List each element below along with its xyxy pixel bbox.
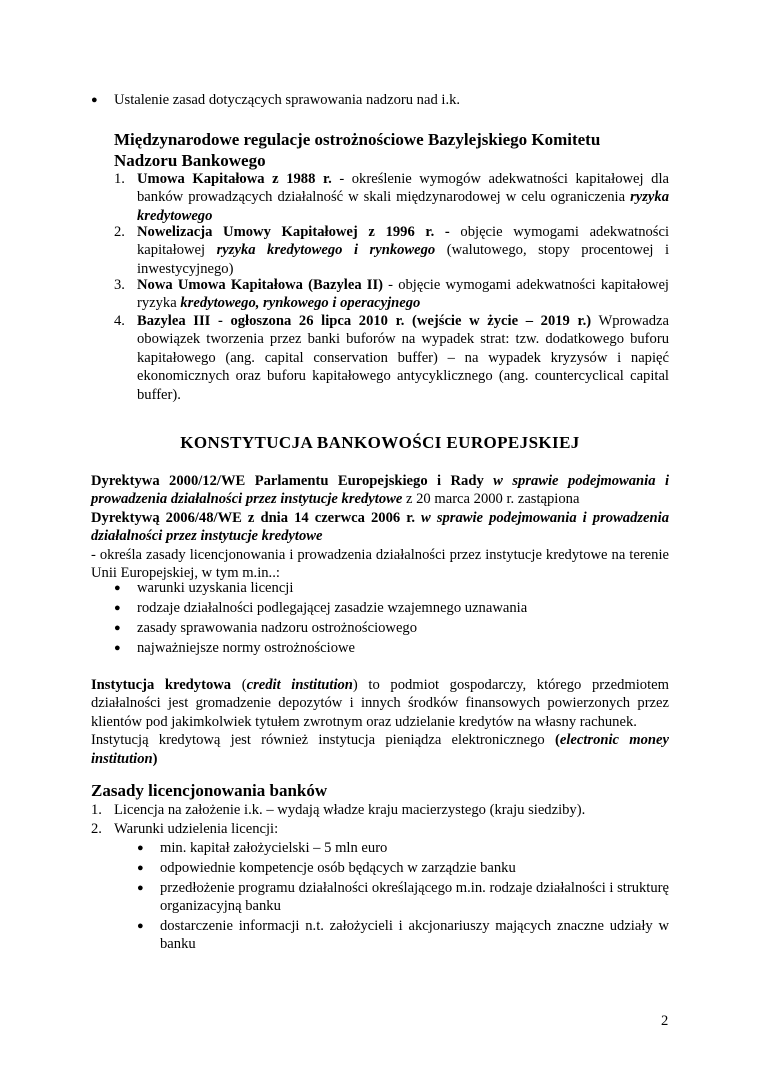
licensing-condition: min. kapitał założycielski – 5 mln euro: [160, 840, 388, 856]
basel-item-2: [137, 223, 669, 278]
credit-institution-definition: Instytucja kredytowa (credit institution) to podmiot gospodarczy, którego przedmiotem działalności jest gromadzenie depozytów i innych środków finansowych powierzonych przez klientów pod jakimkolwiek tytułem zwrotnym oraz udzielanie kredytów na własny rachunek. Instytucją kredytową jest również instytucja pieniądza elektronicznego (electronic money institution): [91, 677, 669, 767]
licensing-heading: Zasady licencjonowania banków: [91, 781, 328, 800]
directive-2000-title: Dyrektywa 2000/12/WE Parlamentu Europejskiego i Rady: [91, 473, 484, 489]
bullet-dot: ●: [137, 862, 144, 874]
basel-item-3-rest: - objęcie wymogami adekwatności kapitałowej ryzyka: [137, 277, 669, 312]
basel-item-2-rest: objęcie wymogami adekwatności kapitałowej: [137, 224, 669, 259]
basel-item-4-number: 4.: [114, 313, 125, 329]
basel-item-4-rest: Wprowadza obowiązek tworzenia przez banki buforów na wypadek strat: tzw. dodatkowego buforu kapitałowego (ang. capital conservation buffer) – na wypadek kryzysów i napięć ekonomicznych oraz buforu kapitałowego antycyklicznego (ang. countercyclical capital buffer).: [137, 313, 669, 403]
basel-item-1-lead: Umowa Kapitałowa z 1988 r.: [137, 171, 332, 187]
bullet-dot: ●: [114, 622, 121, 634]
basel-heading-line2: Nadzoru Bankowego: [114, 151, 266, 170]
directive-paragraph: [91, 472, 669, 582]
basel-item-1-number: 1.: [114, 171, 125, 187]
top-bullet-text: Ustalenie zasad dotyczących sprawowania nadzoru nad i.k.: [114, 92, 461, 108]
directive-2006-subject: w sprawie podejmowania i prowadzenia działalności przez instytucje kredytowe: [91, 509, 670, 545]
licensing-item-2-number: 2.: [91, 821, 102, 837]
directive-bullet: zasady sprawowania nadzoru ostrożnościowego: [137, 620, 418, 636]
licensing-item-1: Licencja na założenie i.k. – wydają władze kraju macierzystego (kraju siedziby).: [114, 802, 586, 818]
bullet-dot: ●: [114, 582, 121, 594]
emoney-sentence: Instytucją kredytową jest również instytucja pieniądza elektronicznego: [91, 732, 555, 749]
basel-item-2-emph: ryzyka kredytowego i rynkowego: [216, 242, 436, 259]
bullet-dot: ●: [114, 642, 121, 654]
basel-item-1-rest: - określenie wymogów adekwatności kapitałowej dla banków prowadzących działalność w skali międzynarodowej w celu ograniczenia: [137, 171, 669, 206]
bullet-dot: ●: [137, 842, 144, 854]
bullet-dot: ●: [114, 602, 121, 614]
credit-institution-body: ) to podmiot gospodarczy, którego przedmiotem działalności jest gromadzenie depozytów i innych środków finansowych powierzonych przez klientów pod jakimkolwiek tytułem zwrotnym oraz udzielanie kredytów na własny rachunek.: [91, 677, 669, 730]
licensing-condition: odpowiednie kompetencje osób będących w zarządzie banku: [160, 860, 516, 876]
basel-heading-line1: Międzynarodowe regulacje ostrożnościowe Bazylejskiego Komitetu: [114, 130, 601, 149]
basel-item-2-number: 2.: [114, 224, 125, 240]
directive-2000-subject: w sprawie podejmowania i prowadzenia działalności przez instytucje kredytowe: [91, 473, 669, 508]
directive-2006-title: Dyrektywą 2006/48/WE z dnia 14 czerwca 2006 r.: [91, 509, 415, 526]
basel-item-3-number: 3.: [114, 277, 125, 293]
credit-institution-term-en: credit institution: [246, 677, 353, 693]
directive-2000-date: z 20 marca 2000 r. zastąpiona: [402, 491, 580, 508]
basel-item-3: [137, 276, 669, 313]
page-number: 2: [661, 1013, 669, 1029]
basel-item-2-tail: (walutowego, stopy procentowej i inwestycyjnego): [137, 242, 669, 277]
basel-item-1: [137, 170, 669, 225]
emoney-term: electronic money institution: [91, 732, 669, 767]
credit-institution-term: Instytucja kredytowa: [91, 677, 232, 693]
basel-item-1-emph: ryzyka kredytowego: [137, 189, 669, 224]
constitution-title: KONSTYTUCJA BANKOWOŚCI EUROPEJSKIEJ: [180, 433, 580, 452]
bullet-dot: ●: [91, 94, 98, 106]
basel-item-2-lead: Nowelizacja Umowy Kapitałowej z 1996 r. -: [137, 224, 450, 240]
licensing-item-2: Warunki udzielenia licencji:: [114, 821, 279, 837]
basel-item-3-emph: kredytowego, rynkowego i operacyjnego: [180, 295, 421, 312]
basel-item-4: [137, 312, 669, 404]
directive-description: - określa zasady licencjonowania i prowadzenia działalności przez instytucje kredytowe na terenie Unii Europejskiej, w tym m.in..:: [91, 546, 669, 582]
licensing-condition: przedłożenie programu działalności określającego m.in. rodzaje działalności i strukturę organizacyjną banku: [160, 880, 669, 915]
basel-item-4-lead: Bazylea III - ogłoszona 26 lipca 2010 r. (wejście w życie – 2019 r.): [137, 313, 592, 329]
licensing-item-1-number: 1.: [91, 802, 102, 818]
directive-bullet: najważniejsze normy ostrożnościowe: [137, 640, 356, 656]
directive-bullet: warunki uzyskania licencji: [137, 580, 294, 596]
licensing-condition: dostarczenie informacji n.t. założycieli i akcjonariuszy mających znaczne udziały w banku: [160, 918, 669, 953]
bullet-dot: ●: [137, 882, 144, 894]
basel-item-3-lead: Nowa Umowa Kapitałowa (Bazylea II): [137, 277, 384, 293]
bullet-dot: ●: [137, 920, 144, 932]
directive-bullet: rodzaje działalności podlegającej zasadzie wzajemnego uznawania: [137, 600, 528, 616]
